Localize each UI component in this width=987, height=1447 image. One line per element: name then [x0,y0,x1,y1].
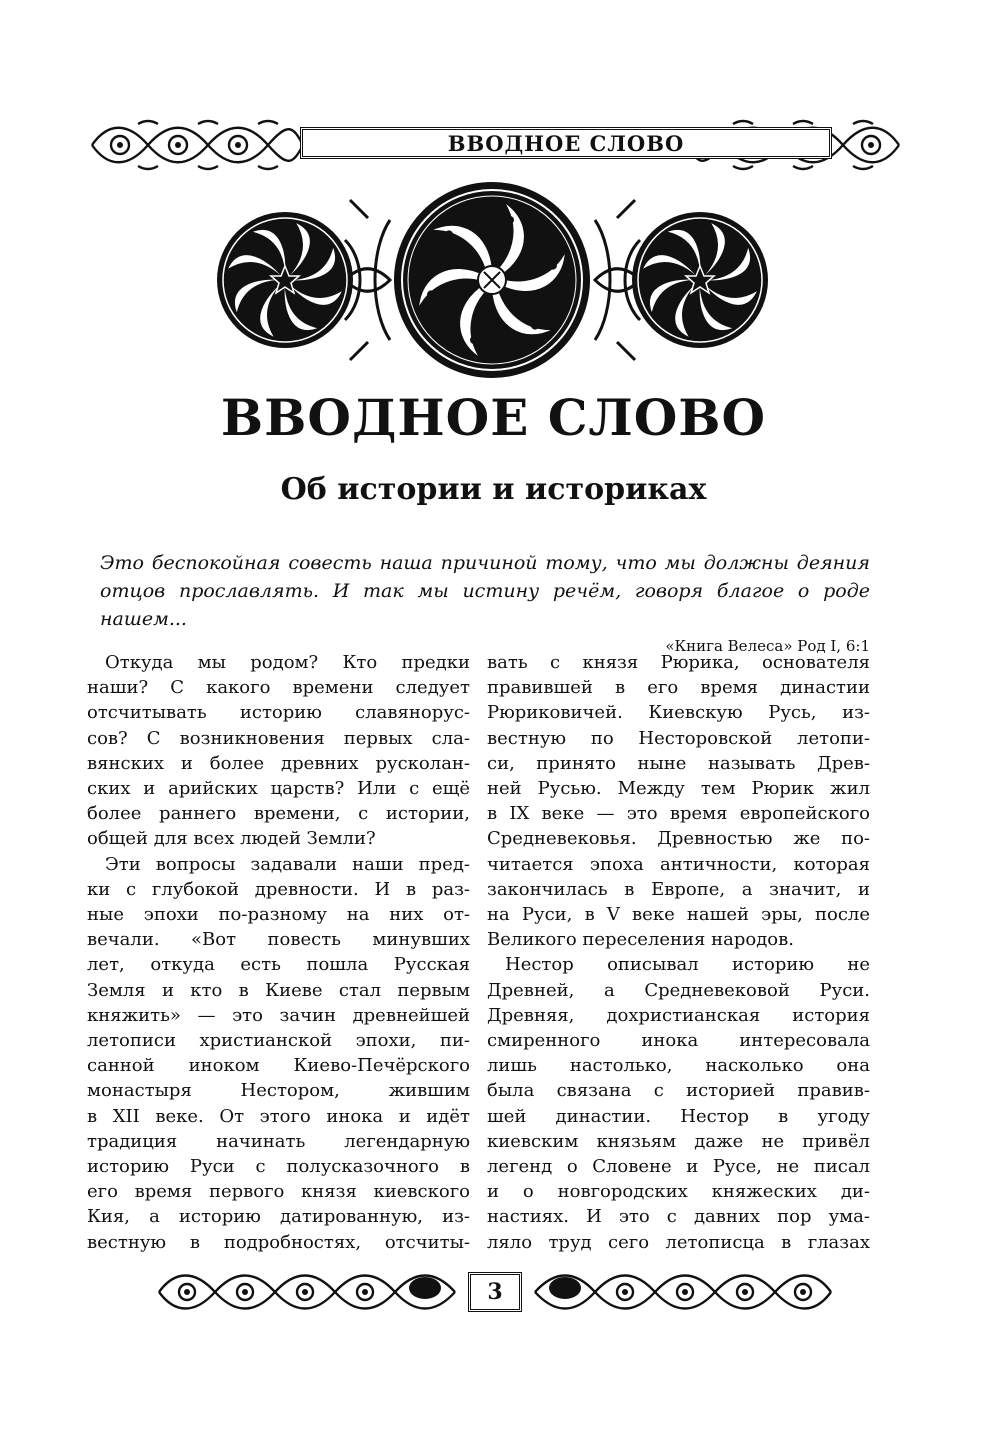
text-line: ляло труд сего летописца в глазах [487,1231,870,1253]
text-line: Древняя, дохристианская история [487,1004,870,1026]
page-number: 3 [468,1272,522,1312]
text-line: традиция начинать легендарную [87,1130,470,1152]
text-line: Великого переселения народов. [487,929,794,951]
text-line: Древней, а Средневековой Руси. [487,979,870,1001]
text-line: киевским князьям даже не привёл [487,1130,870,1152]
text-line: ней Русью. Между тем Рюрик жил [487,778,870,800]
text-line: наши? С какого времени следует [87,677,470,699]
epigraph [100,549,870,655]
slavic-emblem-icon [215,180,770,380]
text-line: лет, откуда есть пошла Русская [87,954,470,976]
footer-ornament-band [155,1268,835,1316]
text-line: ки с глубокой древности. И в раз- [87,878,470,900]
text-line: его время первого князя киевского [87,1181,470,1203]
header-frame [300,127,832,159]
text-line: вестную в подробностях, отсчиты- [87,1231,470,1253]
text-line: отсчитывать историю славяноруc- [87,702,470,724]
text-line: Средневековья. Древностью же по- [487,828,870,850]
text-line: ских и арийских царств? Или с ещё [87,778,470,800]
text-line: княжить» — это зачин древнейшей [87,1004,470,1026]
epigraph-source: «Книга Велеса» Род I, 6:1 [665,637,870,655]
text-line: была связана с историей правив- [487,1080,870,1102]
text-line: в XII веке. От этого инока и идёт [87,1105,470,1127]
text-line: Эти вопросы задавали наши пред- [105,853,470,875]
chapter-title: ВВОДНОЕ СЛОВО [220,388,767,447]
epigraph-line: отцов прославлять. И так мы истину речём, говоря благое о роде нашем... [100,580,870,630]
text-line: и о новгородских княжеских ди- [487,1181,870,1203]
text-line: правившей в его время династии [487,677,870,699]
text-line: Нестор описывал историю не [505,954,870,976]
text-line: закончилась в Европе, а значит, и [487,878,870,900]
body-column-right [487,650,870,1255]
text-line: монастыря Нестором, жившим [87,1080,470,1102]
text-line: Земля и кто в Киеве стал первым [87,979,470,1001]
text-line: Кия, а историю датированную, из- [87,1206,470,1228]
text-line: сов? С возникновения первых сла- [87,727,470,749]
text-line: вать с князя Рюрика, основателя [487,652,870,673]
text-line: Откуда мы родом? Кто предки [105,652,470,673]
header-ornament-band [88,118,903,172]
text-line: си, принято ныне называть Древ- [487,752,870,774]
text-line: вечали. «Вот повесть минувших [87,929,470,951]
running-header-title: ВВОДНОЕ СЛОВО [447,130,685,156]
text-line: Рюриковичей. Киевскую Русь, из- [487,702,870,724]
text-line: более раннего времени, с истории, [87,803,470,825]
body-column-left [87,650,470,1255]
text-line: общей для всех людей Земли? [87,828,376,850]
text-line: легенд о Словене и Русе, не писал [487,1156,870,1178]
text-line: шей династии. Нестор в угоду [487,1105,870,1127]
text-line: вянских и более древних русколан- [87,752,470,774]
text-line: ные эпохи по-разному на них от- [87,904,470,926]
text-line: историю Руси с полусказочного в [87,1156,470,1178]
text-line: санной иноком Киево-Печёрского [87,1055,470,1077]
text-line: смиренного инока интересовала [487,1030,870,1052]
text-line: в IX веке — это время европейского [487,803,870,825]
text-line: читается эпоха античности, которая [487,853,870,875]
text-line: летописи христианской эпохи, пи- [87,1030,470,1052]
text-line: настиях. И это с давних пор ума- [487,1206,870,1228]
text-line: вестную по Несторовской летопи- [487,727,870,749]
text-line: лишь настолько, насколько она [487,1055,870,1077]
epigraph-line: Это беспокойная совесть наша причиной тому, что мы должны деяния [100,552,870,574]
text-line: на Руси, в V веке нашей эры, после [487,904,870,926]
chapter-subtitle: Об истории и историках [280,472,707,507]
